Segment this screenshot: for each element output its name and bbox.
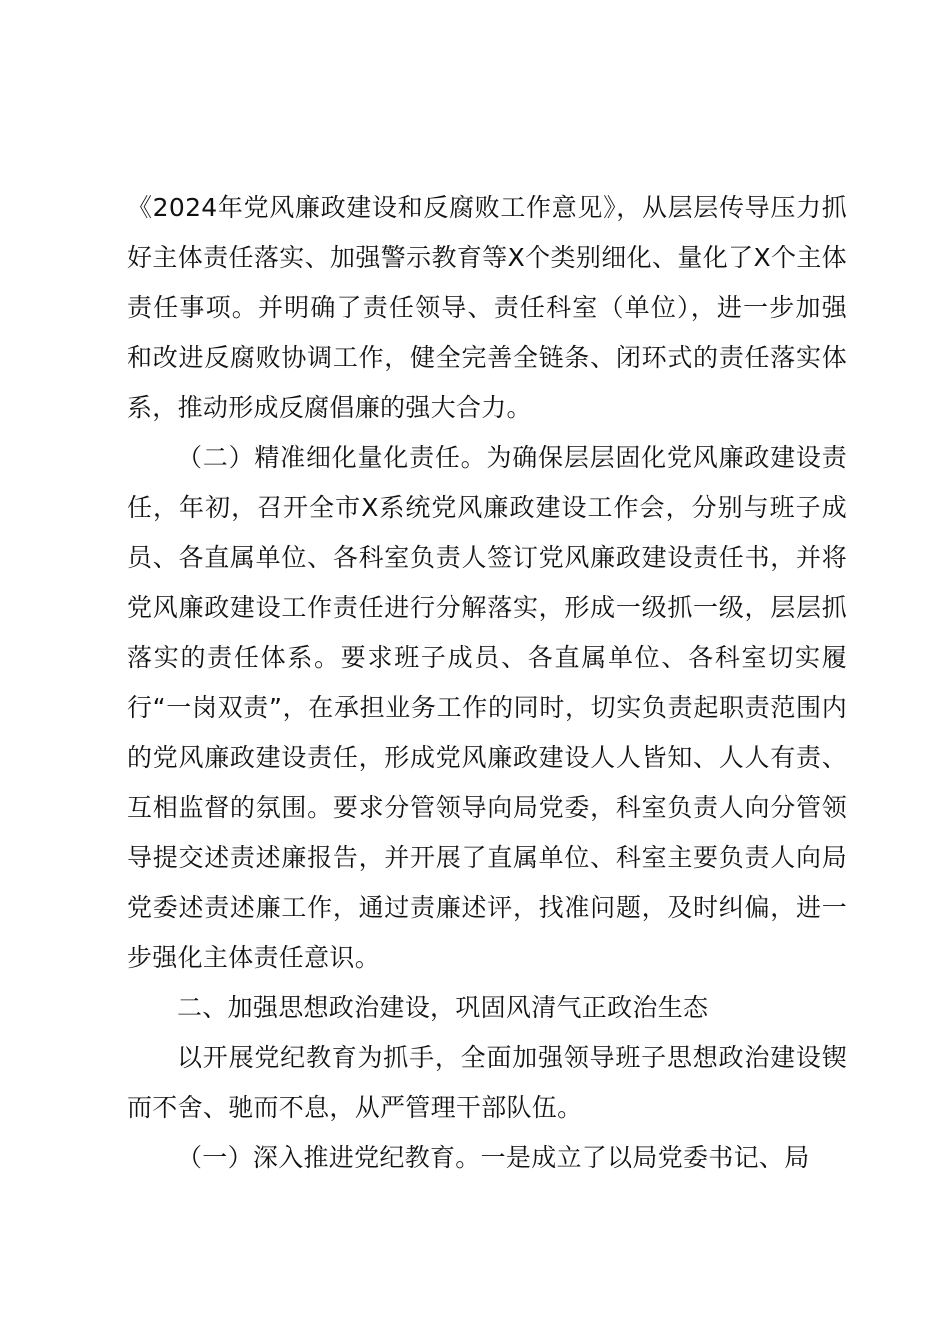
heading-section-two: 二、加强思想政治建设，巩固风清气正政治生态 [177,993,709,1022]
paragraph-opening: 《2024年党风廉政建设和反腐败工作意见》，从层层传导压力抓好主体责任落实、加强警示教育等X个类别细化、量化了X个主体责任事项。并明确了责任领导、责任科室（单位），进一步加强和改进反腐败协调工作，健全完善全链条、闭环式的责任落实体系，推动形成反腐倡廉的强大合力。 [127,193,848,422]
paragraph-section-two-intro: 以开展党纪教育为抓手，全面加强领导班子思想政治建设锲而不舍、驰而不息，从严管理干部队伍。 [127,1043,847,1122]
paragraph-section-two-refine-responsibility: （二）精准细化量化责任。为确保层层固化党风廉政建设责任，年初，召开全市X系统党风廉政建设工作会，分别与班子成员、各直属单位、各科室负责人签订党风廉政建设责任书，并将党风廉政建设工作责任进行分解落实，形成一级抓一级，层层抓落实的责任体系。要求班子成员、各直属单位、各科室切实履行“一岗双责”，在承担业务工作的同时，切实负责起职责范围内的党风廉政建设责任，形成党风廉政建设人人皆知、人人有责、互相监督的氛围。要求分管领导向局党委，科室负责人向分管领导提交述责述廉报告，并开展了直属单位、科室主要负责人向局党委述责述廉工作，通过责廉述评，找准问题，及时纠偏，进一步强化主体责任意识。 [127,443,847,972]
document-body [127,183,847,1183]
paragraph-section-one-party-discipline: （一）深入推进党纪教育。一是成立了以局党委书记、局 [177,1143,810,1172]
